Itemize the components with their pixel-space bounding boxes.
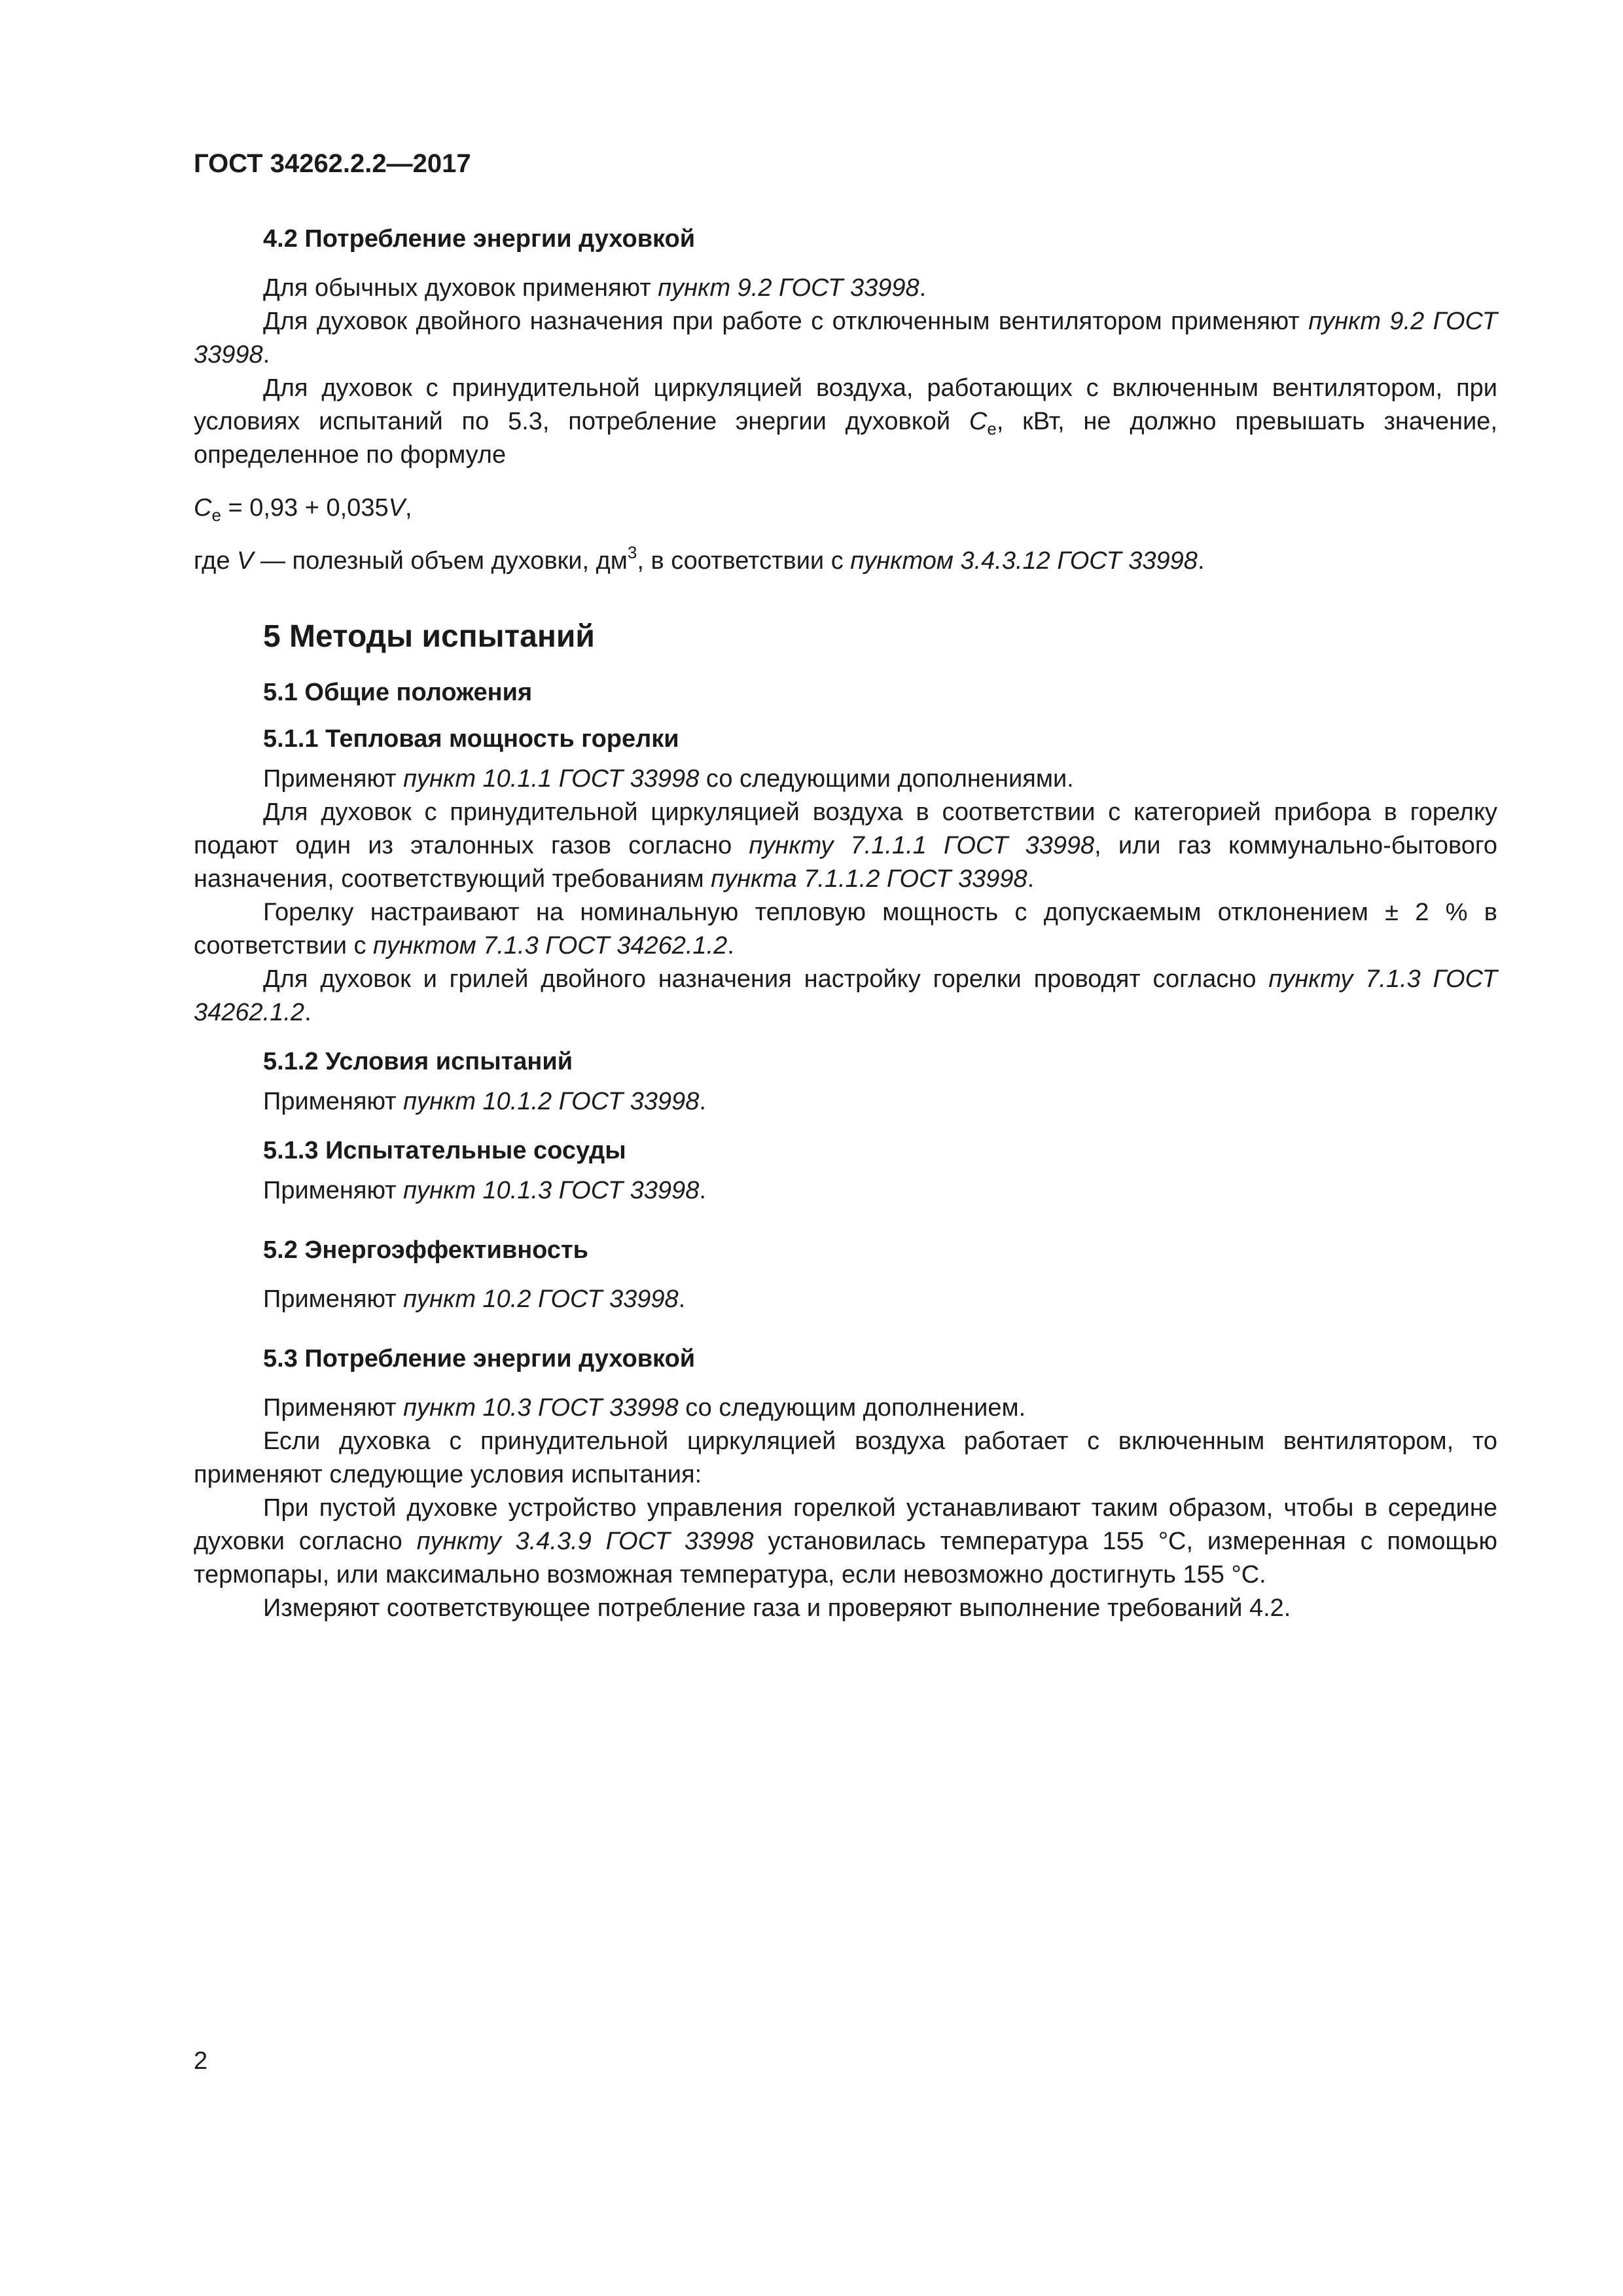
standard-reference: пункт 9.2 ГОСТ 33998	[658, 274, 919, 302]
paragraph: Для духовок и грилей двойного назначения настройку горелки проводят согласно пункту 7.1.3 ГОСТ 34262.1.2.	[194, 965, 1497, 1026]
paragraph: Для духовок с принудительной циркуляцией воздуха, работающих с включенным вентилятором, при условиях испытаний по 5.3, потребление энергии духовкой $C_e$, кВт, не должно превышать значение, определенное по формуле	[194, 374, 1497, 469]
section-5-2-title: 5.2 Энергоэффективность	[263, 1236, 588, 1264]
section-5-1-3-title: 5.1.3 Испытательные сосуды	[263, 1137, 626, 1164]
standard-reference: пунктом 3.4.3.12 ГОСТ 33998	[850, 547, 1198, 575]
paragraph: Для духовок с принудительной циркуляцией воздуха в соответствии с категорией прибора в горелку подают один из эталонных газов согласно пункту 7.1.1.1 ГОСТ 33998, или газ коммунально-бытового назначения, соответствующий требованиям пункта 7.1.1.2 ГОСТ 33998.	[194, 798, 1498, 893]
standard-reference: пункт 10.1.1 ГОСТ 33998	[403, 765, 700, 793]
paragraph: Для духовок двойного назначения при работе с отключенным вентилятором применяют пункт 9.2 ГОСТ 33998.	[194, 308, 1497, 368]
standard-reference: пункту 7.1.3 ГОСТ 34262.1.2	[194, 965, 1497, 1026]
section-5-1-1-title: 5.1.1 Тепловая мощность горелки	[263, 725, 679, 753]
standard-reference: пунктом 7.1.3 ГОСТ 34262.1.2	[373, 932, 728, 960]
standard-reference: пункта 7.1.1.2 ГОСТ 33998	[711, 865, 1027, 893]
paragraph: Горелку настраивают на номинальную тепловую мощность с допускаемым отклонением ± 2 % в соответствии с пунктом 7.1.3 ГОСТ 34262.1.2.	[194, 899, 1497, 960]
document-code-header: ГОСТ 34262.2.2—2017	[194, 149, 471, 178]
standard-reference: пункту 7.1.1.1 ГОСТ 33998	[749, 832, 1095, 859]
paragraph: Применяют пункт 10.2 ГОСТ 33998.	[263, 1285, 686, 1313]
paragraph: Для обычных духовок применяют пункт 9.2 ГОСТ 33998.	[263, 274, 927, 302]
section-5-1-title: 5.1 Общие положения	[263, 679, 533, 706]
formula-explanation: где V — полезный объем духовки, $дм^3$, в соответствии с пунктом 3.4.3.12 ГОСТ 33998.	[194, 543, 1205, 575]
paragraph: При пустой духовке устройство управления горелкой устанавливают таким образом, чтобы в середине духовки согласно пункту 3.4.3.9 ГОСТ 33998 установилась температура 155 °С, измеренная с помощью термопары, или максимально возможная температура, если невозможно достигнуть 155 °С.	[194, 1494, 1498, 1588]
standard-reference: пункт 10.2 ГОСТ 33998	[403, 1285, 679, 1313]
paragraph: Измеряют соответствующее потребление газа и проверяют выполнение требований 4.2.	[263, 1594, 1291, 1622]
standard-reference: пункт 9.2 ГОСТ 33998	[194, 308, 1497, 368]
section-5-3-title: 5.3 Потребление энергии духовкой	[263, 1345, 696, 1372]
section-5-title: 5 Методы испытаний	[263, 619, 595, 654]
paragraph: Применяют пункт 10.1.1 ГОСТ 33998 со следующими дополнениями.	[263, 765, 1074, 793]
symbol-c: C	[969, 408, 988, 435]
document-body	[194, 223, 1497, 1625]
standard-reference: пункт 10.1.3 ГОСТ 33998	[403, 1177, 700, 1204]
section-5-1-2-title: 5.1.2 Условия испытаний	[263, 1048, 573, 1075]
energy-formula: $C_e = 0,93 + 0,035V$,	[194, 494, 412, 525]
standard-reference: пункт 10.1.2 ГОСТ 33998	[403, 1088, 700, 1115]
paragraph: Применяют пункт 10.1.3 ГОСТ 33998.	[263, 1177, 706, 1204]
paragraph: Применяют пункт 10.3 ГОСТ 33998 со следующим дополнением.	[263, 1394, 1026, 1422]
paragraph: Если духовка с принудительной циркуляцией воздуха работает с включенным вентилятором, то применяют следующие условия испытания:	[194, 1427, 1497, 1488]
subscript-e: e	[987, 419, 997, 439]
section-4-2-title: 4.2 Потребление энергии духовкой	[263, 225, 696, 253]
paragraph: Применяют пункт 10.1.2 ГОСТ 33998.	[263, 1088, 706, 1115]
standard-reference: пункту 3.4.3.9 ГОСТ 33998	[416, 1528, 754, 1555]
standard-reference: пункт 10.3 ГОСТ 33998	[403, 1394, 679, 1422]
page-number: 2	[194, 2047, 208, 2075]
